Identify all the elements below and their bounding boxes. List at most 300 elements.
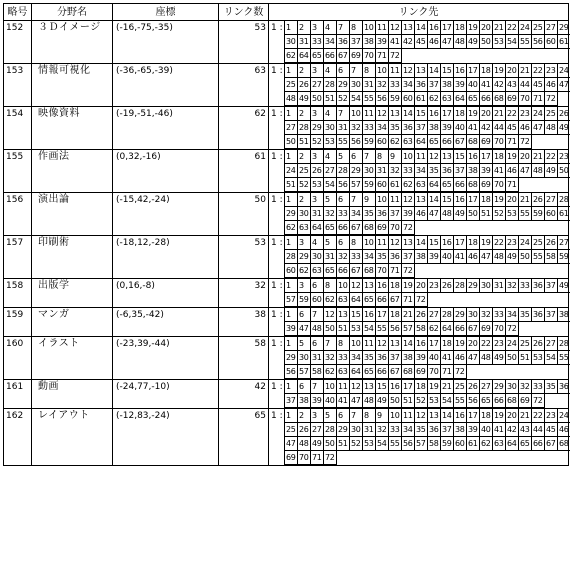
link-cell: 1 [285, 279, 298, 293]
link-cell: 62 [324, 293, 337, 307]
link-cell: 16 [454, 409, 467, 423]
link-cell: 16 [363, 308, 376, 322]
link-cell: 8 [376, 150, 389, 164]
row-field-name: マンガ [32, 308, 113, 337]
link-cell: 62 [428, 92, 441, 106]
table-row [4, 380, 569, 409]
link-cell: 64 [298, 49, 311, 63]
row-id: 153 [4, 64, 32, 107]
link-cell: 10 [376, 64, 389, 78]
link-cell: 29 [337, 78, 350, 92]
link-cell: 65 [324, 221, 337, 235]
row-link-targets [269, 64, 569, 107]
link-cell: 39 [428, 250, 441, 264]
link-cell: 32 [506, 279, 519, 293]
link-cell: 51 [480, 207, 493, 221]
link-cell: 29 [454, 308, 467, 322]
link-cell: 13 [402, 21, 415, 35]
row-link-count: 53 [219, 21, 269, 64]
link-cell: 63 [493, 437, 506, 451]
link-cell: 28 [558, 193, 570, 207]
link-cell: 25 [532, 21, 545, 35]
link-cell: 66 [337, 221, 350, 235]
link-cell: 30 [363, 164, 376, 178]
link-cell: 33 [337, 351, 350, 365]
link-cell: 49 [558, 121, 570, 135]
link-cell: 67 [545, 437, 558, 451]
link-cell: 63 [402, 135, 415, 149]
link-cell: 72 [519, 135, 532, 149]
link-cell: 1 [285, 236, 298, 250]
link-cell: 36 [389, 250, 402, 264]
link-cell: 68 [558, 437, 570, 451]
link-cell: 59 [532, 207, 545, 221]
link-cell: 39 [467, 423, 480, 437]
link-cell: 70 [519, 92, 532, 106]
row-link-count: 58 [219, 337, 269, 380]
link-cell: 17 [376, 308, 389, 322]
link-cell: 3 [298, 236, 311, 250]
link-cell: 20 [480, 107, 493, 121]
link-cell: 13 [428, 409, 441, 423]
row-id: 161 [4, 380, 32, 409]
link-cell: 21 [519, 193, 532, 207]
link-cell: 25 [285, 423, 298, 437]
link-cell: 31 [311, 207, 324, 221]
link-cell: 33 [532, 380, 545, 394]
row-link-targets [269, 107, 569, 150]
row-field-name: 動画 [32, 380, 113, 409]
row-coordinates: (-16,-75,-35) [113, 21, 219, 64]
row-id: 157 [4, 236, 32, 279]
link-cell: 29 [558, 21, 570, 35]
link-cell: 65 [311, 49, 324, 63]
link-cell: 56 [532, 35, 545, 49]
link-cell: 69 [480, 322, 493, 336]
link-cell: 54 [506, 35, 519, 49]
link-cell: 11 [337, 380, 350, 394]
link-cell: 36 [441, 164, 454, 178]
link-cell: 51 [324, 92, 337, 106]
link-cell: 67 [350, 264, 363, 278]
link-cell: 12 [389, 21, 402, 35]
link-cell: 37 [428, 78, 441, 92]
row-id: 162 [4, 409, 32, 466]
link-cell: 2 [298, 21, 311, 35]
link-cell: 33 [389, 423, 402, 437]
link-cell: 47 [285, 437, 298, 451]
link-cell: 48 [454, 35, 467, 49]
row-coordinates: (-15,42,-24) [113, 193, 219, 236]
link-cell: 53 [363, 437, 376, 451]
row-id: 155 [4, 150, 32, 193]
link-prefix: 1 : [271, 152, 283, 162]
link-cell: 30 [467, 308, 480, 322]
link-cell: 7 [350, 64, 363, 78]
link-cell: 50 [467, 207, 480, 221]
link-cell: 29 [493, 380, 506, 394]
link-cell: 67 [454, 135, 467, 149]
link-cell: 26 [298, 423, 311, 437]
link-cell: 72 [402, 264, 415, 278]
link-cell: 31 [493, 279, 506, 293]
link-prefix: 1 : [271, 109, 283, 119]
link-cell: 71 [389, 264, 402, 278]
link-cell: 49 [493, 351, 506, 365]
link-cell: 20 [506, 64, 519, 78]
link-cell: 11 [389, 64, 402, 78]
link-cell: 37 [402, 250, 415, 264]
link-cell: 4 [324, 150, 337, 164]
link-cell: 67 [337, 49, 350, 63]
link-cell: 45 [532, 78, 545, 92]
link-cell: 25 [519, 337, 532, 351]
link-cell: 32 [324, 351, 337, 365]
link-cell: 16 [441, 236, 454, 250]
link-cell: 26 [545, 236, 558, 250]
link-cell: 22 [493, 236, 506, 250]
link-cell: 53 [311, 178, 324, 192]
link-cell: 12 [402, 64, 415, 78]
link-cell: 71 [506, 135, 519, 149]
link-cell: 28 [324, 78, 337, 92]
row-field-name: 作画法 [32, 150, 113, 193]
link-cell: 45 [506, 121, 519, 135]
link-cell: 63 [441, 92, 454, 106]
link-cell: 20 [467, 337, 480, 351]
link-cell: 24 [558, 64, 570, 78]
link-cell: 18 [454, 21, 467, 35]
link-cell: 6 [337, 409, 350, 423]
link-cell: 8 [350, 236, 363, 250]
link-cell: 1 [285, 150, 298, 164]
link-cell: 13 [415, 193, 428, 207]
link-prefix: 1 : [271, 66, 283, 76]
link-cell: 16 [454, 64, 467, 78]
link-cell: 50 [285, 135, 298, 149]
link-cell: 53 [428, 394, 441, 408]
link-grid [284, 236, 570, 278]
row-coordinates: (0,16,-8) [113, 279, 219, 308]
link-cell: 27 [545, 21, 558, 35]
link-cell: 54 [545, 351, 558, 365]
link-cell: 44 [493, 121, 506, 135]
link-cell: 47 [298, 322, 311, 336]
link-cell: 22 [480, 337, 493, 351]
link-cell: 15 [441, 193, 454, 207]
link-cell: 6 [350, 150, 363, 164]
link-cell: 27 [285, 121, 298, 135]
link-cell: 11 [376, 21, 389, 35]
link-cell: 65 [324, 264, 337, 278]
link-cell: 51 [337, 322, 350, 336]
table-row [4, 150, 569, 193]
link-cell: 57 [298, 365, 311, 379]
link-cell: 3 [311, 107, 324, 121]
link-prefix: 1 : [271, 339, 283, 349]
table-row [4, 64, 569, 107]
link-cell: 35 [545, 380, 558, 394]
link-cell: 10 [363, 21, 376, 35]
link-cell: 12 [415, 409, 428, 423]
link-cell: 3 [311, 21, 324, 35]
link-cell: 36 [428, 423, 441, 437]
link-cell: 1 [285, 409, 298, 423]
link-cell: 6 [298, 308, 311, 322]
link-cell: 58 [545, 250, 558, 264]
link-cell: 71 [532, 92, 545, 106]
link-cell: 63 [311, 264, 324, 278]
link-cell: 38 [454, 423, 467, 437]
link-cell: 30 [506, 380, 519, 394]
link-cell: 26 [532, 193, 545, 207]
link-cell: 34 [324, 35, 337, 49]
link-cell: 40 [428, 351, 441, 365]
link-cell: 34 [402, 423, 415, 437]
link-cell: 32 [480, 308, 493, 322]
link-cell: 28 [454, 279, 467, 293]
link-cell: 55 [363, 92, 376, 106]
link-cell: 23 [428, 279, 441, 293]
link-cell: 66 [324, 49, 337, 63]
link-grid [284, 279, 570, 307]
link-cell: 38 [415, 250, 428, 264]
link-cell: 52 [350, 437, 363, 451]
link-cell: 30 [350, 78, 363, 92]
link-cell: 50 [324, 322, 337, 336]
link-cell: 70 [428, 365, 441, 379]
link-cell: 38 [428, 121, 441, 135]
link-cell: 51 [285, 178, 298, 192]
link-cell: 62 [428, 322, 441, 336]
link-cell: 64 [311, 221, 324, 235]
link-cell: 39 [285, 322, 298, 336]
link-cell: 69 [285, 451, 298, 465]
link-prefix: 1 : [271, 411, 283, 421]
link-cell: 54 [376, 437, 389, 451]
link-grid [284, 193, 570, 235]
link-cell: 37 [441, 423, 454, 437]
link-cell: 31 [363, 78, 376, 92]
link-cell: 33 [363, 121, 376, 135]
link-cell: 14 [428, 193, 441, 207]
link-cell: 27 [480, 380, 493, 394]
link-cell: 7 [311, 308, 324, 322]
link-cell: 50 [324, 437, 337, 451]
link-cell: 68 [467, 135, 480, 149]
link-cell: 40 [441, 250, 454, 264]
link-cell: 35 [415, 423, 428, 437]
link-cell: 62 [402, 178, 415, 192]
link-cell: 27 [324, 164, 337, 178]
link-cell: 23 [493, 337, 506, 351]
link-cell: 68 [506, 394, 519, 408]
link-cell: 30 [298, 351, 311, 365]
link-cell: 56 [285, 365, 298, 379]
link-cell: 69 [350, 49, 363, 63]
link-cell: 21 [493, 21, 506, 35]
link-cell: 65 [441, 178, 454, 192]
link-cell: 28 [285, 250, 298, 264]
link-cell: 6 [298, 380, 311, 394]
link-cell: 64 [350, 293, 363, 307]
link-cell: 64 [454, 92, 467, 106]
header-field-name: 分野名 [32, 4, 113, 21]
link-cell: 60 [285, 264, 298, 278]
link-cell: 70 [298, 451, 311, 465]
link-cell: 57 [350, 178, 363, 192]
link-cell: 37 [389, 207, 402, 221]
link-cell: 60 [376, 135, 389, 149]
link-cell: 19 [402, 279, 415, 293]
link-cell: 49 [454, 207, 467, 221]
link-cell: 1 [285, 380, 298, 394]
link-cell: 46 [454, 351, 467, 365]
link-cell: 16 [428, 21, 441, 35]
link-cell: 8 [363, 409, 376, 423]
link-cell: 16 [454, 193, 467, 207]
link-cell: 31 [363, 423, 376, 437]
link-cell: 47 [532, 121, 545, 135]
link-cell: 39 [454, 78, 467, 92]
link-cell: 61 [558, 35, 570, 49]
table-row [4, 409, 569, 466]
link-cell: 3 [311, 193, 324, 207]
link-cell: 54 [324, 178, 337, 192]
link-cell: 49 [298, 92, 311, 106]
link-cell: 59 [363, 135, 376, 149]
link-cell: 47 [428, 207, 441, 221]
link-cell: 41 [454, 250, 467, 264]
link-cell: 36 [337, 35, 350, 49]
link-cell: 60 [454, 437, 467, 451]
link-cell: 69 [415, 365, 428, 379]
link-cell: 12 [376, 337, 389, 351]
link-grid [284, 337, 570, 379]
link-cell: 47 [519, 164, 532, 178]
link-cell: 72 [545, 92, 558, 106]
link-cell: 51 [519, 351, 532, 365]
link-cell: 44 [532, 423, 545, 437]
link-cell: 37 [545, 308, 558, 322]
link-cell: 41 [493, 423, 506, 437]
link-cell: 66 [454, 178, 467, 192]
link-cell: 49 [545, 164, 558, 178]
link-cell: 6 [311, 337, 324, 351]
link-cell: 2 [298, 150, 311, 164]
link-cell: 30 [480, 279, 493, 293]
link-cell: 71 [441, 365, 454, 379]
link-cell: 64 [506, 437, 519, 451]
link-cell: 19 [428, 380, 441, 394]
link-cell: 71 [376, 49, 389, 63]
link-cell: 14 [402, 107, 415, 121]
link-cell: 23 [545, 64, 558, 78]
link-cell: 15 [415, 107, 428, 121]
link-cell: 14 [415, 236, 428, 250]
link-cell: 53 [493, 35, 506, 49]
link-cell: 50 [311, 92, 324, 106]
row-link-count: 53 [219, 236, 269, 279]
table-row [4, 21, 569, 64]
link-cell: 36 [402, 121, 415, 135]
link-cell: 35 [363, 351, 376, 365]
field-link-table [3, 3, 569, 466]
link-cell: 66 [441, 135, 454, 149]
link-cell: 52 [337, 92, 350, 106]
row-link-count: 32 [219, 279, 269, 308]
link-cell: 66 [337, 264, 350, 278]
link-cell: 72 [324, 451, 337, 465]
link-cell: 40 [454, 121, 467, 135]
link-cell: 40 [480, 423, 493, 437]
link-cell: 3 [311, 409, 324, 423]
row-field-name: 情報可視化 [32, 64, 113, 107]
link-cell: 21 [519, 409, 532, 423]
link-cell: 46 [428, 35, 441, 49]
link-cell: 19 [493, 193, 506, 207]
link-cell: 11 [389, 193, 402, 207]
link-cell: 65 [428, 135, 441, 149]
link-cell: 63 [337, 293, 350, 307]
link-cell: 23 [545, 409, 558, 423]
link-cell: 72 [415, 293, 428, 307]
link-cell: 66 [454, 322, 467, 336]
link-cell: 13 [363, 279, 376, 293]
row-field-name: レイアウト [32, 409, 113, 466]
link-cell: 44 [519, 78, 532, 92]
link-cell: 48 [441, 207, 454, 221]
row-link-count: 42 [219, 380, 269, 409]
link-cell: 34 [350, 351, 363, 365]
link-cell: 55 [519, 207, 532, 221]
link-cell: 30 [324, 121, 337, 135]
link-cell: 14 [441, 409, 454, 423]
link-cell: 69 [376, 221, 389, 235]
link-cell: 64 [415, 135, 428, 149]
link-grid [284, 380, 570, 408]
link-cell: 33 [519, 279, 532, 293]
link-cell: 1 [285, 308, 298, 322]
link-cell: 4 [324, 107, 337, 121]
link-cell: 9 [389, 150, 402, 164]
link-cell: 60 [402, 92, 415, 106]
link-cell: 31 [337, 121, 350, 135]
link-cell: 7 [350, 193, 363, 207]
link-cell: 47 [480, 250, 493, 264]
link-cell: 41 [337, 394, 350, 408]
link-cell: 48 [311, 322, 324, 336]
link-cell: 68 [402, 365, 415, 379]
link-cell: 69 [480, 178, 493, 192]
link-cell: 18 [480, 193, 493, 207]
link-cell: 72 [506, 322, 519, 336]
link-cell: 39 [480, 164, 493, 178]
link-cell: 23 [558, 150, 570, 164]
row-id: 158 [4, 279, 32, 308]
link-cell: 17 [441, 21, 454, 35]
link-cell: 15 [441, 64, 454, 78]
table-row [4, 337, 569, 380]
link-cell: 39 [415, 351, 428, 365]
link-cell: 50 [506, 351, 519, 365]
link-cell: 35 [363, 207, 376, 221]
link-cell: 30 [311, 250, 324, 264]
link-cell: 17 [480, 150, 493, 164]
link-cell: 6 [337, 193, 350, 207]
link-cell: 19 [467, 21, 480, 35]
link-cell: 53 [350, 322, 363, 336]
